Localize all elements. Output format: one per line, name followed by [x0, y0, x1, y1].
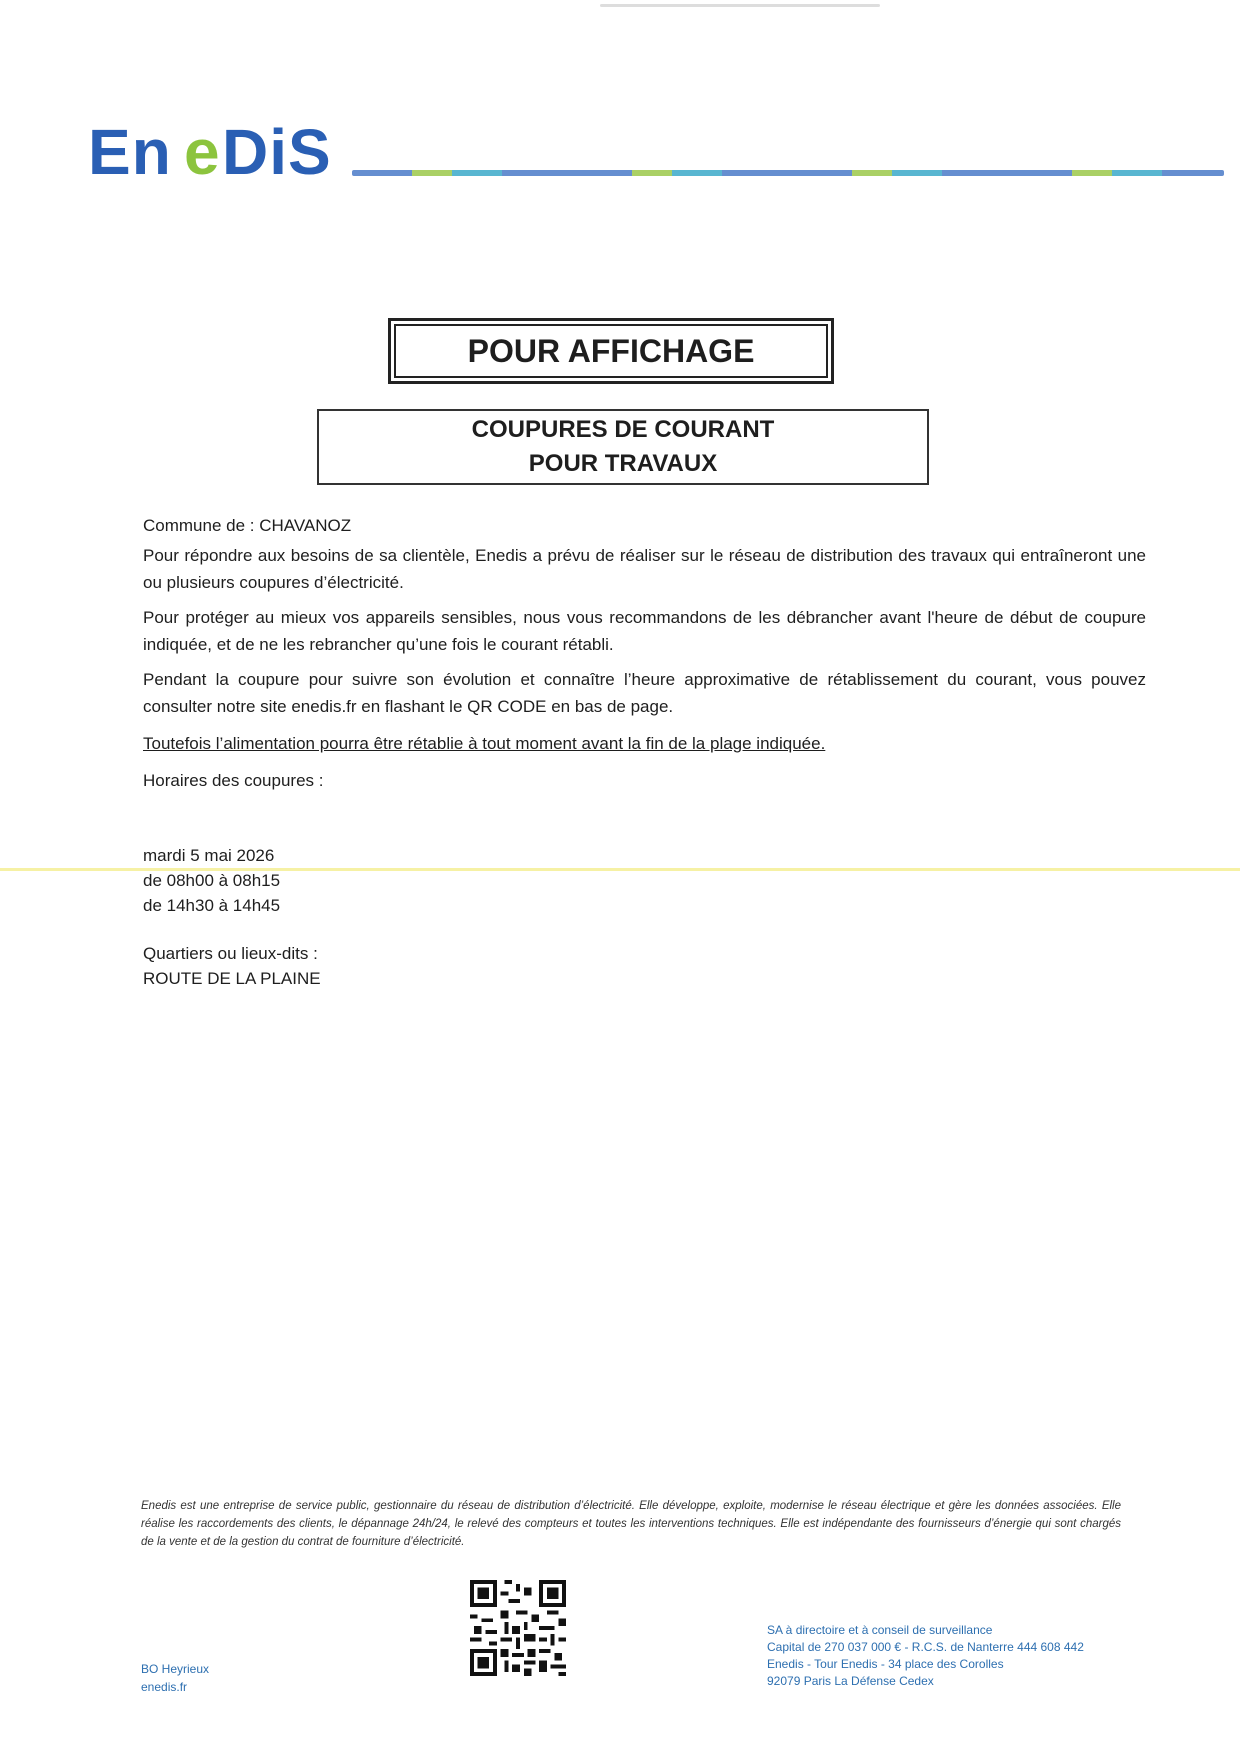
subject-box	[317, 409, 929, 485]
svg-text:DiS: DiS	[222, 118, 332, 184]
footer-website[interactable]: enedis.fr	[141, 1680, 188, 1694]
footer-left	[141, 1660, 209, 1696]
enedis-logo	[88, 118, 348, 184]
svg-text:e: e	[184, 118, 220, 184]
qr-code[interactable]	[470, 1580, 566, 1676]
footer-company-line-3: Enedis - Tour Enedis - 34 place des Corolles	[767, 1657, 1004, 1671]
place: ROUTE DE LA PLAINE	[143, 969, 321, 988]
schedule-label: Horaires des coupures :	[143, 771, 324, 790]
banner-box	[388, 318, 834, 384]
header-rule	[352, 170, 1224, 176]
legal-notice: Enedis est une entreprise de service public, gestionnaire du réseau de distribution d’électricité. Elle développe, exploite, modernise le réseau électrique et gère les données associées. Elle réalise les raccordements des clients, le dépannage 24h/24, le relevé des compteurs et toutes les interventions techniques. Elle est indépendante des fournisseurs d’énergie qui sont chargés de la vente et de la gestion du contrat de fourniture d’électricité.	[141, 1500, 1121, 1548]
scan-artifact	[600, 4, 880, 7]
commune: Commune de : CHAVANOZ	[143, 516, 352, 535]
outage-slot-2: de 14h30 à 14h45	[143, 896, 281, 915]
footer-company-line-1: SA à directoire et à conseil de surveillance	[767, 1623, 993, 1637]
paragraph-1: Pour répondre aux besoins de sa clientèle, Enedis a prévu de réaliser sur le réseau de distribution des travaux qui entraîneront une ou plusieurs coupures d’électricité.	[143, 546, 1146, 592]
subject-line-1: COUPURES DE COURANT	[471, 416, 775, 443]
paragraph-3: Pendant la coupure pour suivre son évolution et connaître l’heure approximative de rétablissement du courant, vous pouvez consulter notre site enedis.fr en flashant le QR CODE en bas de page.	[143, 670, 1146, 716]
banner-title: POUR AFFICHAGE	[394, 324, 828, 378]
outage-slot-1: de 08h00 à 08h15	[143, 871, 281, 890]
paragraph-4: Toutefois l’alimentation pourra être rétablie à tout moment avant la fin de la plage indiquée.	[143, 734, 826, 753]
places-label: Quartiers ou lieux-dits :	[143, 944, 318, 963]
outage-date: mardi 5 mai 2026	[143, 846, 275, 865]
svg-text:En: En	[88, 118, 172, 184]
footer-agency: BO Heyrieux	[141, 1662, 210, 1676]
footer-company-line-2: Capital de 270 037 000 € - R.C.S. de Nanterre 444 608 442	[767, 1640, 1084, 1654]
footer-company-line-4: 92079 Paris La Défense Cedex	[767, 1674, 934, 1688]
paragraph-2: Pour protéger au mieux vos appareils sensibles, nous vous recommandons de les débrancher avant l'heure de début de coupure indiquée, et de ne les rebrancher qu’une fois le courant rétabli.	[143, 608, 1146, 654]
subject-line-2: POUR TRAVAUX	[528, 450, 718, 477]
footer-company-info	[767, 1622, 1084, 1690]
